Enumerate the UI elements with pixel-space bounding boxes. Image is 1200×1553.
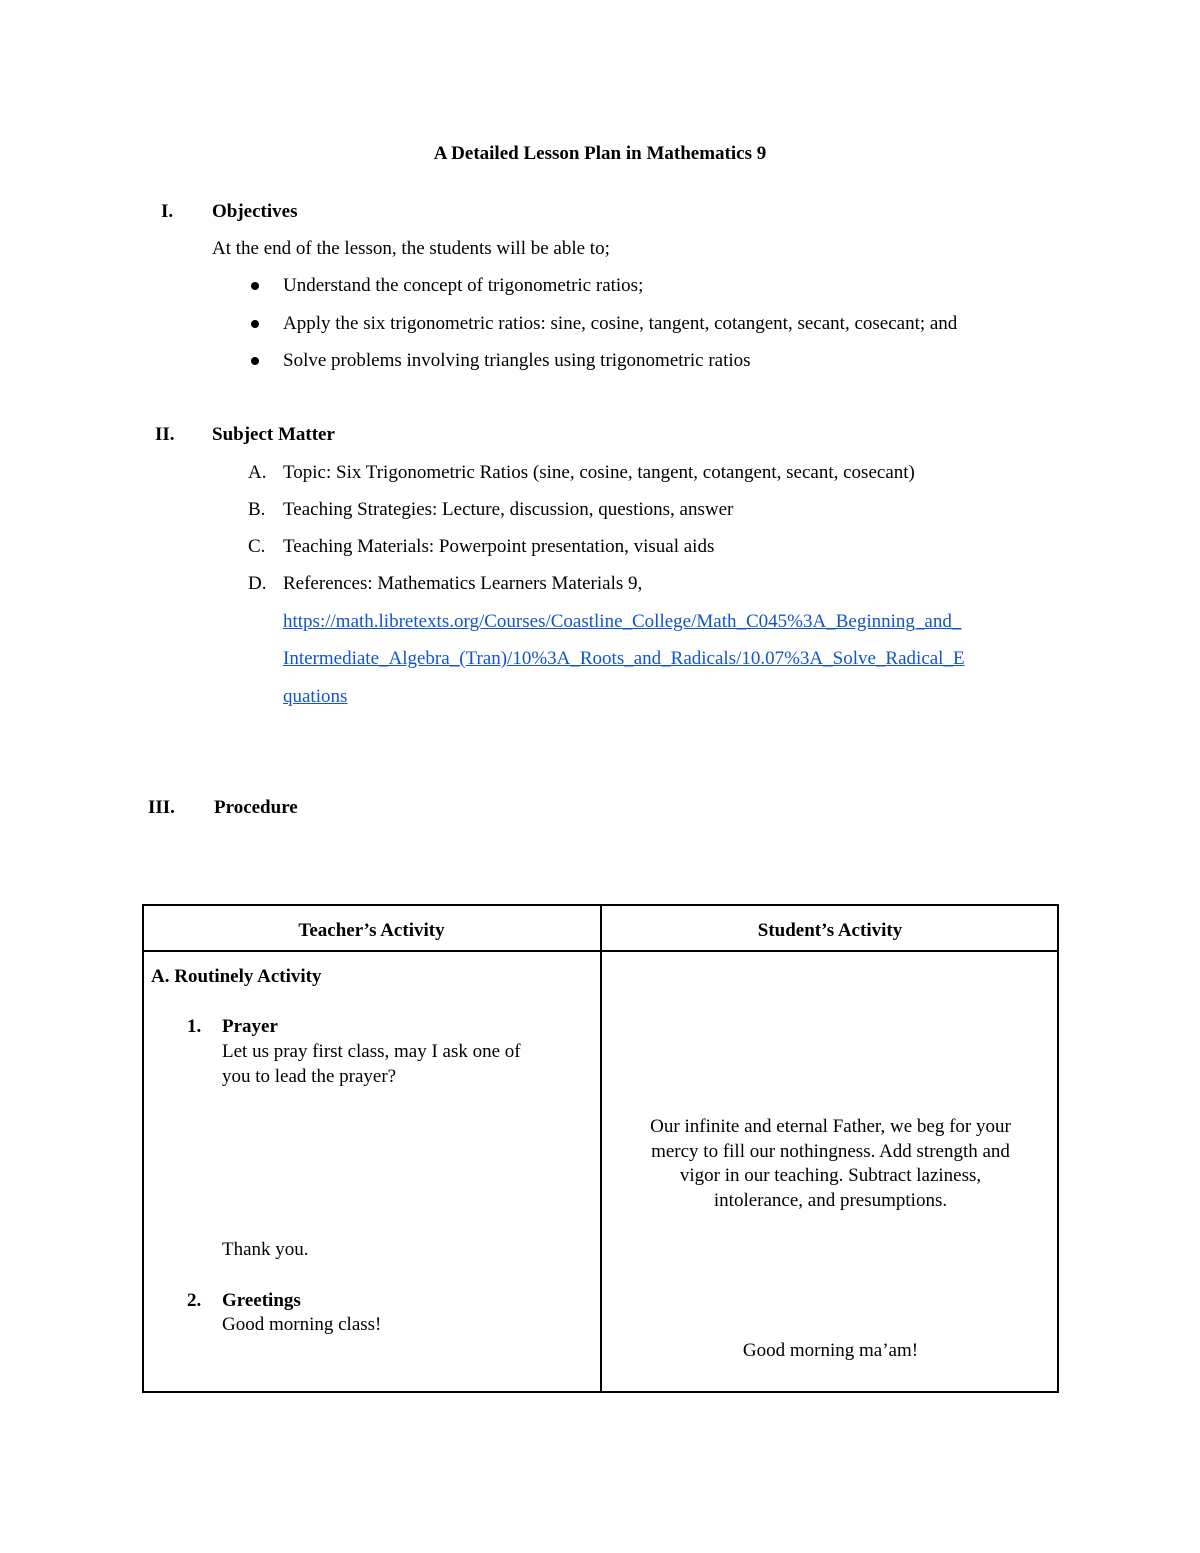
list-number: 1. bbox=[187, 1016, 202, 1037]
reference-link[interactable]: quations bbox=[283, 686, 348, 707]
student-prayer-text bbox=[602, 1115, 1059, 1213]
teacher-prayer-line: you to lead the prayer? bbox=[222, 1066, 397, 1087]
student-activity-header: Student’s Activity bbox=[757, 920, 903, 941]
section-numeral-procedure: III. bbox=[148, 797, 175, 818]
list-letter: A. bbox=[248, 462, 267, 483]
bullet-icon bbox=[251, 320, 259, 328]
teacher-activity-header: Teacher’s Activity bbox=[298, 920, 445, 941]
objectives-intro: At the end of the lesson, the students will be able to; bbox=[212, 238, 610, 259]
teacher-thank-you: Thank you. bbox=[222, 1239, 309, 1260]
list-number: 2. bbox=[187, 1290, 202, 1311]
list-letter: C. bbox=[248, 536, 266, 557]
student-prayer-line: intolerance, and presumptions. bbox=[713, 1189, 948, 1211]
routinely-activity-heading: A. Routinely Activity bbox=[151, 966, 322, 987]
bullet-icon bbox=[251, 357, 259, 365]
section-heading-subject-matter: Subject Matter bbox=[212, 424, 335, 445]
prayer-heading: Prayer bbox=[222, 1016, 278, 1037]
section-numeral-objectives: I. bbox=[161, 201, 174, 222]
reference-link[interactable]: Intermediate_Algebra_(Tran)/10%3A_Roots_and_Radicals/10.07%3A_Solve_Radical_E bbox=[283, 648, 965, 669]
objective-item: Understand the concept of trigonometric ratios; bbox=[283, 275, 644, 296]
table-header-divider bbox=[142, 950, 1059, 952]
subject-teaching-strategies: Teaching Strategies: Lecture, discussion, questions, answer bbox=[283, 499, 734, 520]
reference-link[interactable]: https://math.libretexts.org/Courses/Coastline_College/Math_C045%3A_Beginning_and_ bbox=[283, 611, 962, 632]
section-heading-objectives: Objectives bbox=[212, 201, 298, 222]
document-title: A Detailed Lesson Plan in Mathematics 9 bbox=[433, 143, 767, 164]
section-heading-procedure: Procedure bbox=[214, 797, 298, 818]
list-letter: B. bbox=[248, 499, 266, 520]
objective-item: Solve problems involving triangles using trigonometric ratios bbox=[283, 350, 751, 371]
bullet-icon bbox=[251, 282, 259, 290]
teacher-greeting: Good morning class! bbox=[222, 1314, 382, 1335]
student-prayer-line: mercy to fill our nothingness. Add strength and bbox=[651, 1140, 1010, 1162]
subject-topic: Topic: Six Trigonometric Ratios (sine, cosine, tangent, cotangent, secant, cosecant) bbox=[283, 462, 915, 483]
section-numeral-subject-matter: II. bbox=[155, 424, 175, 445]
objective-item: Apply the six trigonometric ratios: sine, cosine, tangent, cotangent, secant, cosecant; and bbox=[283, 313, 958, 334]
teacher-prayer-line: Let us pray first class, may I ask one of bbox=[222, 1041, 521, 1062]
subject-teaching-materials: Teaching Materials: Powerpoint presentation, visual aids bbox=[283, 536, 715, 557]
student-prayer-line: Our infinite and eternal Father, we beg for your bbox=[650, 1116, 1011, 1137]
subject-references: References: Mathematics Learners Materials 9, bbox=[283, 573, 643, 594]
student-greeting: Good morning ma’am! bbox=[742, 1340, 919, 1361]
greetings-heading: Greetings bbox=[222, 1290, 301, 1311]
student-prayer-line: vigor in our teaching. Subtract laziness, bbox=[679, 1165, 982, 1186]
list-letter: D. bbox=[248, 573, 267, 594]
